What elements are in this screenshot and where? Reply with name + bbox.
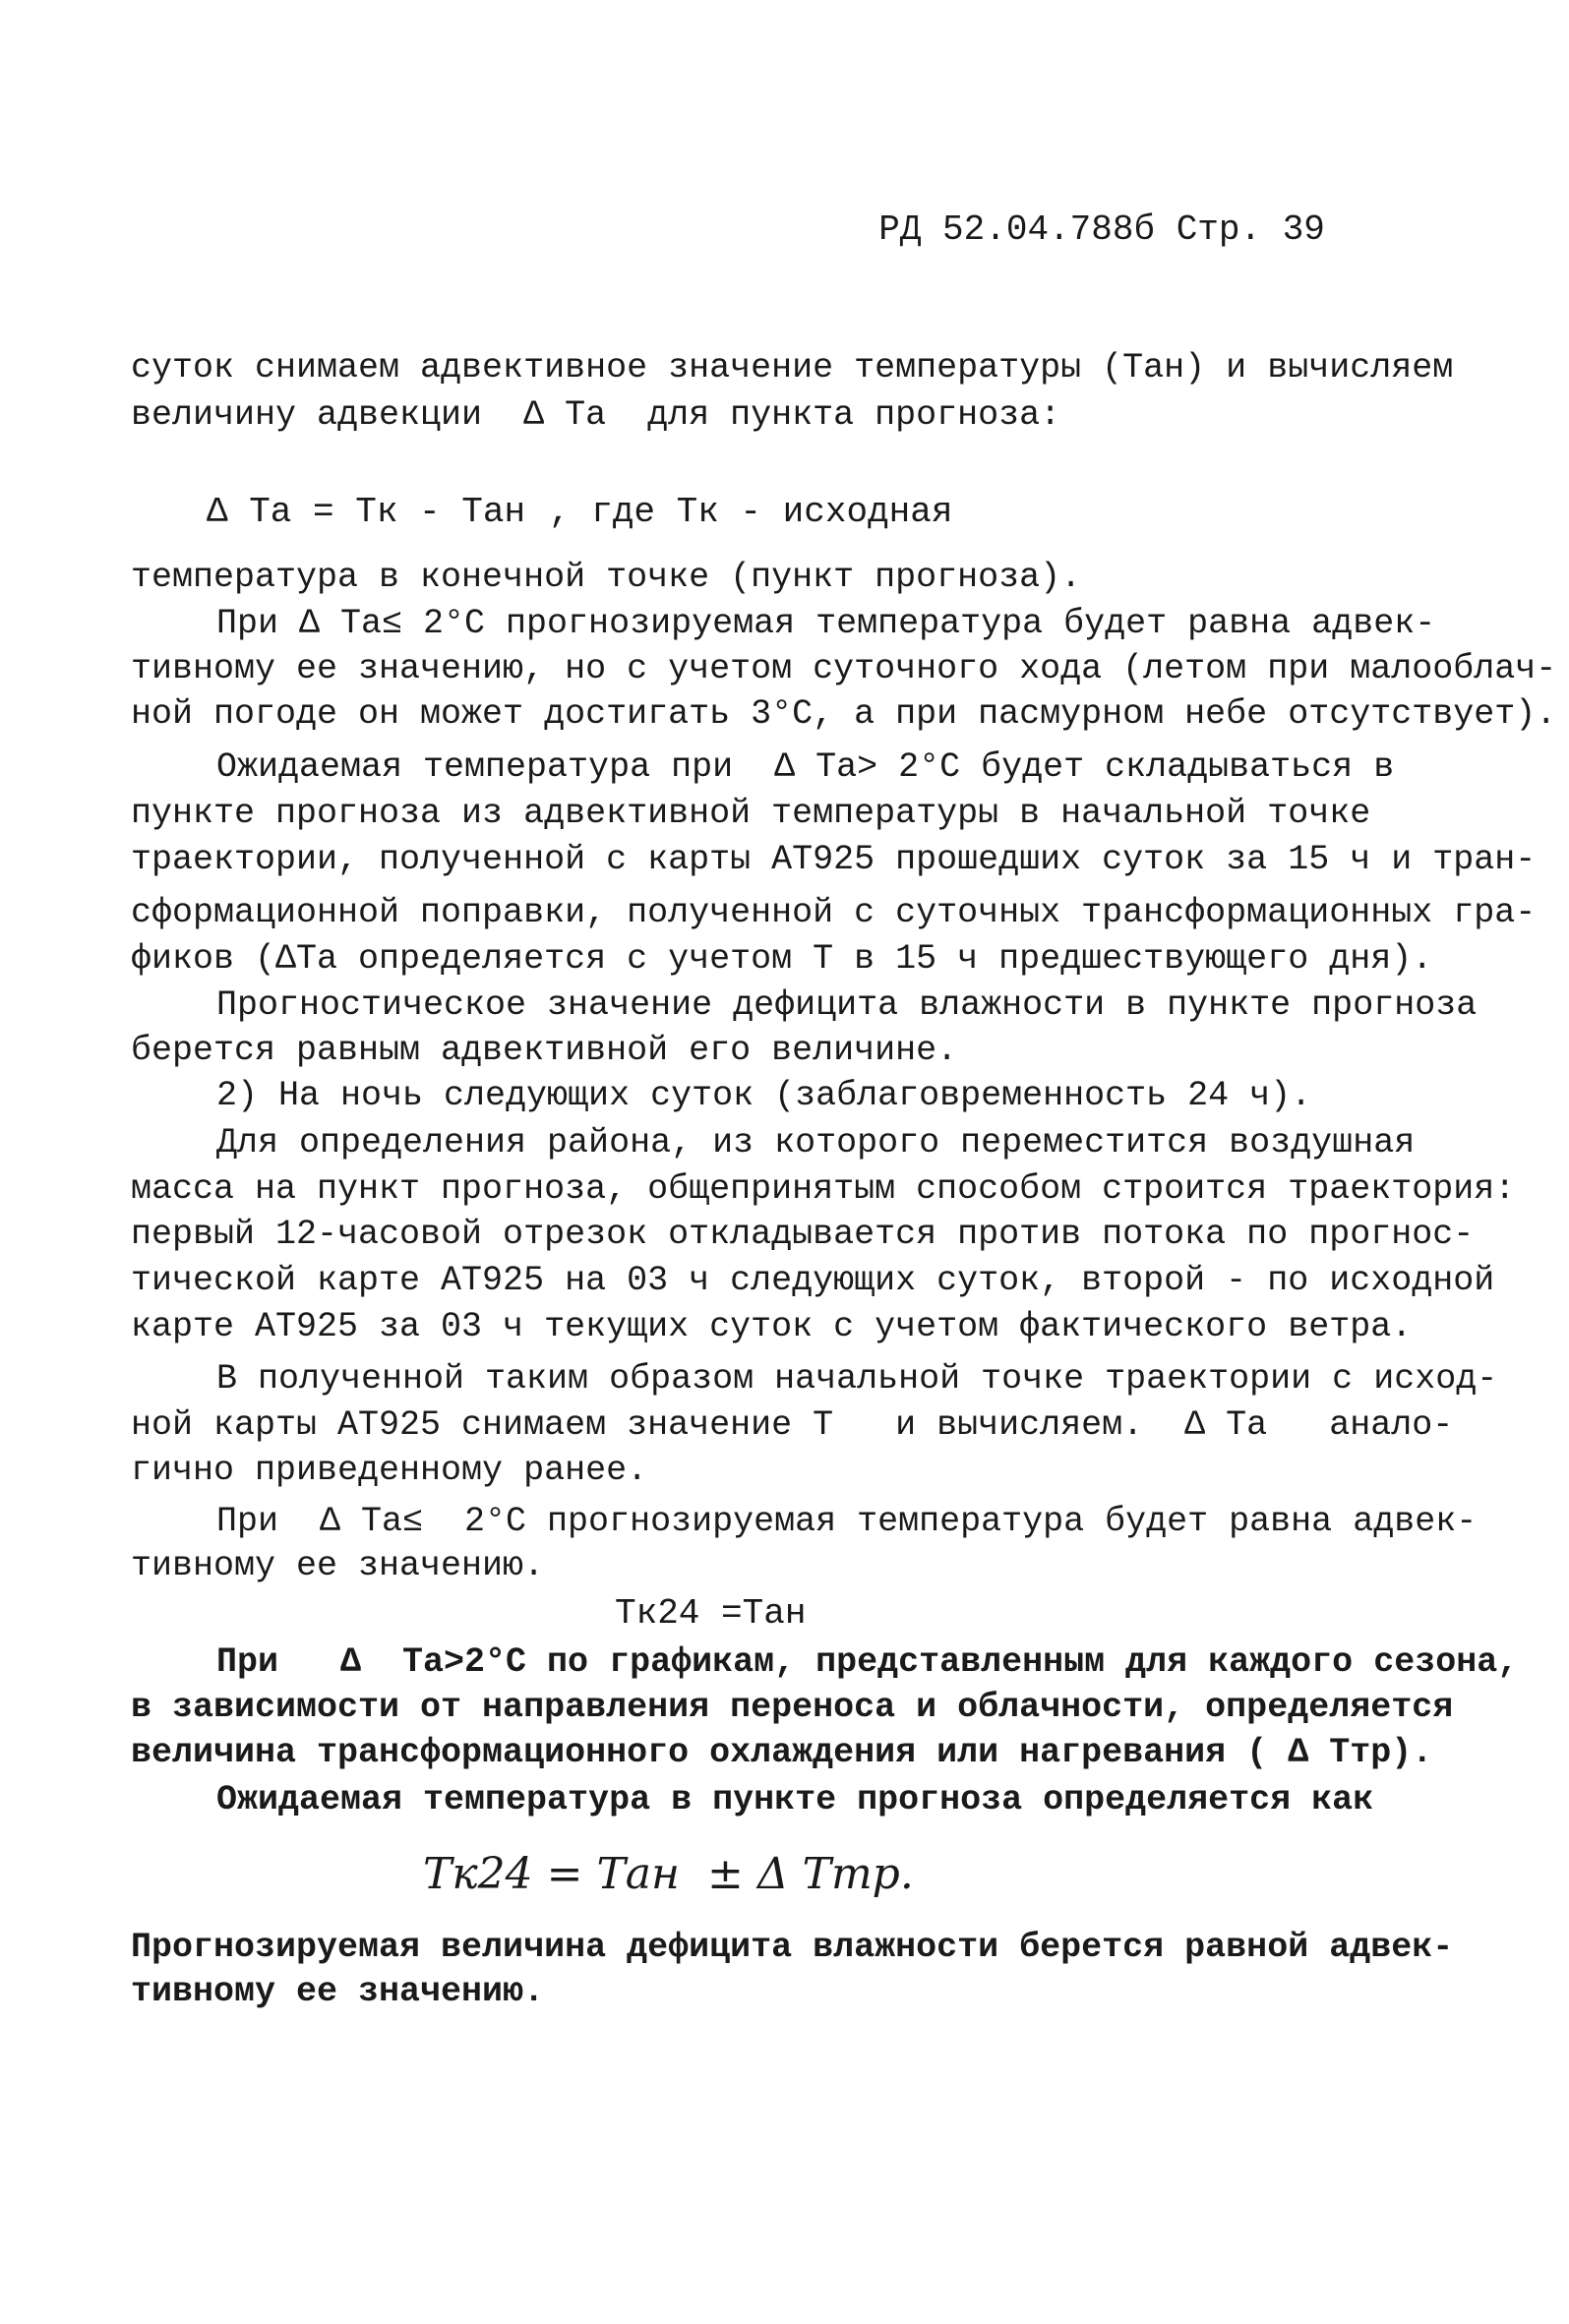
text-line: тической карте АТ925 на 03 ч следующих суток, второй - по исходной: [131, 1261, 1495, 1300]
text-line: берется равным адвективной его величине.: [131, 1031, 958, 1070]
text-line: В полученной таким образом начальной точке траектории с исход-: [216, 1359, 1498, 1399]
text-line: масса на пункт прогноза, общепринятым способом строится траектория:: [131, 1169, 1516, 1209]
page-header: [836, 169, 1325, 250]
text-line: ной погоде он может достигать 3°C, а при пасмурном небе отсутствует).: [131, 694, 1557, 734]
text-line: величину адвекции Δ Тa для пункта прогноза:: [131, 395, 1061, 435]
text-line: температура в конечной точке (пункт прогноза).: [131, 558, 1082, 597]
text-line: Прогностическое значение дефицита влажности в пункте прогноза: [216, 985, 1478, 1025]
text-line: При Δ Тa>2°С по графикам, представленным для каждого сезона,: [216, 1642, 1519, 1682]
text-line: При Δ Тa≤ 2°С прогнозируемая температура будет равна адвек-: [216, 1502, 1478, 1541]
text-line: При Δ Тa≤ 2°C прогнозируемая температура будет равна адвек-: [216, 604, 1436, 643]
advection-formula: Δ Тa = Тк - Тaн: [207, 492, 526, 532]
text-line: Для определения района, из которого переместится воздушная: [216, 1123, 1416, 1162]
text-line: первый 12-часовой отрезок откладывается против потока по прогнос-: [131, 1215, 1475, 1254]
text-line: сформационной поправки, полученной с суточных трансформационных гра-: [131, 893, 1537, 932]
text-line: Ожидаемая температура при Δ Тa> 2°С будет складываться в: [216, 747, 1395, 787]
text-line: гично приведенному ранее.: [131, 1451, 648, 1490]
text-line: в зависимости от направления переноса и облачности, определяется: [131, 1688, 1454, 1727]
text-line: тивному ее значению.: [131, 1972, 545, 2011]
formula-description: , где Тк - исходная: [549, 492, 953, 532]
text-line: карте АТ925 за 03 ч текущих суток с учетом фактического ветра.: [131, 1307, 1413, 1346]
document-id: РД 52.04.788б: [878, 209, 1156, 250]
text-line: тивному ее значению, но с учетом суточного хода (летом при малооблач-: [131, 649, 1557, 688]
text-line: суток снимаем адвективное значение температуры (Тaн) и вычисляем: [131, 348, 1454, 387]
handwritten-formula: Тк24 = Тaн ± Δ Ттр.: [423, 1849, 914, 1899]
text-line: тивному ее значению.: [131, 1546, 545, 1585]
text-line: ной карты АТ925 снимаем значение Т и вычисляем. Δ Тa анало-: [131, 1405, 1454, 1445]
page-number: Стр. 39: [1176, 209, 1325, 250]
text-line: 2) На ночь следующих суток (заблаговременность 24 ч).: [216, 1076, 1312, 1115]
text-line: Ожидаемая температура в пункте прогноза определяется как: [216, 1780, 1374, 1819]
text-line: траектории, полученной с карты АТ925 прошедших суток за 15 ч и тран-: [131, 840, 1537, 879]
text-line: величина трансформационного охлаждения или нагревания ( Δ Ттр).: [131, 1733, 1433, 1772]
text-line: Прогнозируемая величина дефицита влажности берется равной адвек-: [131, 1928, 1454, 1967]
text-line: фиков (ΔТa определяется с учетом Т в 15 ч предшествующего дня).: [131, 939, 1433, 979]
forecast-formula-24h: Тк24 =Тaн: [615, 1593, 807, 1634]
text-line: пункте прогноза из адвективной температуры в начальной точке: [131, 794, 1371, 833]
